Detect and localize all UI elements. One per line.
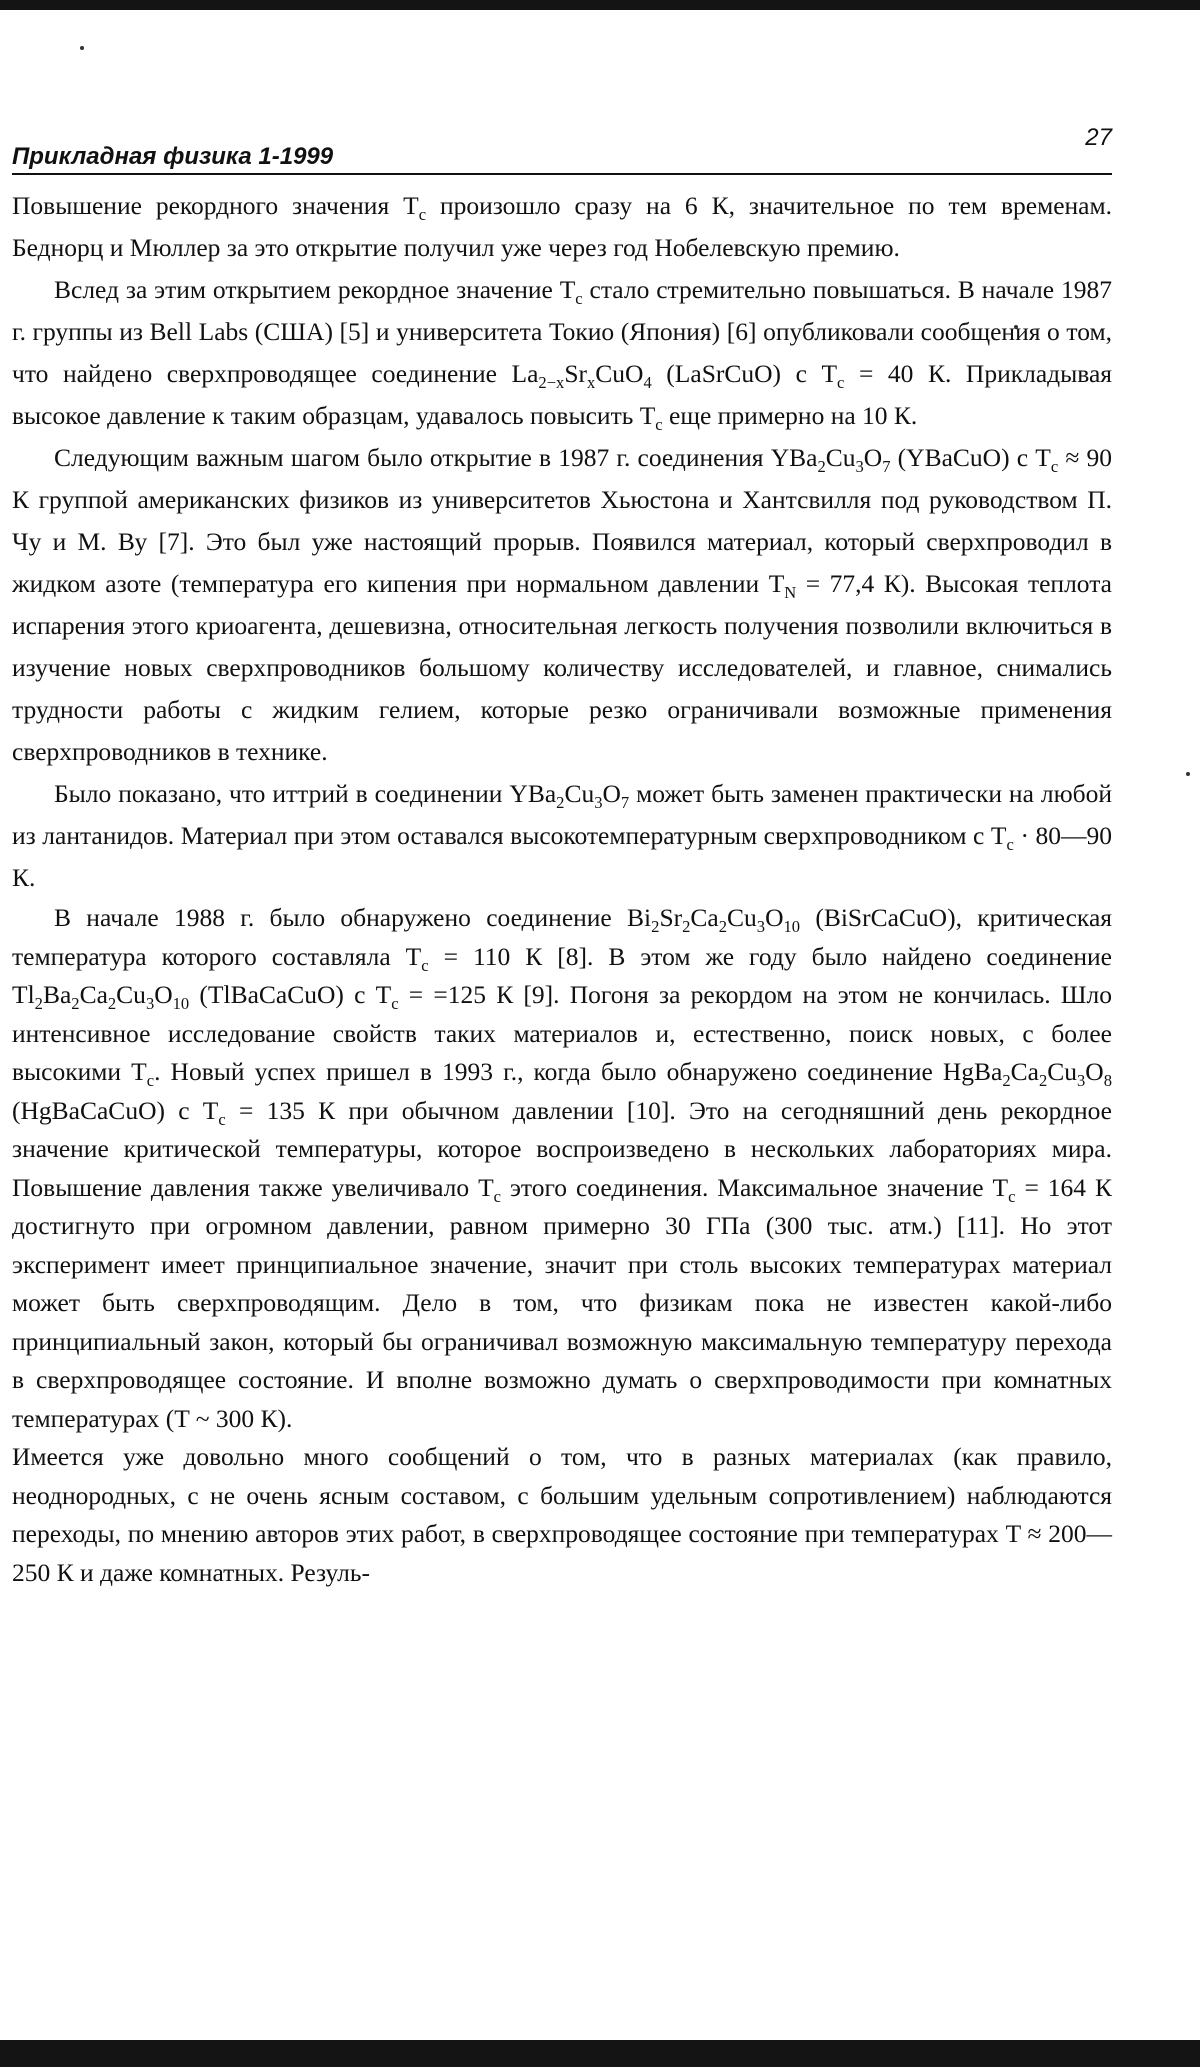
paragraph: Следующим важным шагом было открытие в 1987 г. соединения $YBa_2Cu_3O_7$ (YBaCuO) с $T_c \approx 90$ К группой американских физиков из университетов Хьюстона и Хантсвилля под руководством П. Чу и М. Ву [7]. Это был уже настоящий прорыв. Появился материал, который сверхпроводил в жидком азоте (температура его кипения при нормальном давлении $T_N = 77,4$ К). Высокая теплота испарения этого криоагента, дешевизна, относительная легкость получения позволили включиться в изучение новых сверхпроводников большому количеству исследователей, и главное, снимались трудности работы с жидким гелием, которые резко ограничивали возможные применения сверхпроводников в технике. xyxy=(12,443,1113,766)
scan-speck xyxy=(1186,772,1190,776)
paragraph: В начале 1988 г. было обнаружено соединение $Bi_2Sr_2Ca_2Cu_3O_{10}$ (BiSrCaCuO), критическая температура которого составляла $T_c = 110$ К [8]. В этом же году было найдено соединение $Tl_2Ba_2Ca_2Cu_3O_{10}$ (TlBaCaCuO) с $T_c = =125$ К [9]. Погоня за рекордом на этом не кончилась. Шло интенсивное исследование свойств таких материалов и, естественно, поиск новых, с более высокими $T_c$. Новый успех пришел в 1993 г., когда было обнаружено соединение $HgBa_2Ca_2Cu_3O_8$ (HgBaCaCuO) с $T_c = 135$ К при обычном давлении [10]. Это на сегодняшний день рекордное значение критической температуры, которое воспроизведено в нескольких лабораториях мира. Повышение давления также увеличивало $T_c$ этого соединения. Максимальное значение $T_c = 164$ К достигнуто при огромном давлении, равном примерно 30 ГПа (300 тыс. атм.) [11]. Но этот эксперимент имеет принципиальное значение, значит при столь высоких температурах материал может быть сверхпроводящим. Дело в том, что физикам пока не известен какой-либо принципиальный закон, который бы ограничивал возможную максимальную температуру перехода в сверхпроводящее состояние. И вполне возможно думать о сверхпроводимости при комнатных температурах (T ~ 300 К). xyxy=(12,903,1113,1433)
page-number: 27 xyxy=(1085,124,1112,151)
scan-border-top xyxy=(0,0,1200,10)
document-page xyxy=(12,124,1113,1592)
paragraph: Было показано, что иттрий в соединении $YBa_2Cu_3O_7$ может быть заменен практически на любой из лантанидов. Материал при этом оставался высокотемпературным сверхпроводником с $T_c$ · 80—90 К. xyxy=(12,779,1112,892)
paragraph: Повышение рекордного значения $T_c$ произошло сразу на 6 К, значительное по тем временам. Беднорц и Мюллер за это открытие получил уже через год Нобелевскую премию. xyxy=(12,191,1112,262)
scan-border-bottom xyxy=(0,2040,1200,2067)
journal-title: Прикладная физика 1-1999 xyxy=(12,143,334,170)
scan-speck xyxy=(80,46,84,50)
paragraph: Имеется уже довольно много сообщений о том, что в разных материалах (как правило, неоднородных, с не очень ясным составом, с большим удельным сопротивлением) наблюдаются переходы, по мнению авторов этих работ, в сверхпроводящее состояние при температурах T ≈ 200—250 К и даже комнатных. Резуль- xyxy=(12,1442,1112,1587)
paragraph: Вслед за этим открытием рекордное значение $T_c$ стало стремительно повышаться. В начале 1987 г. группы из Bell Labs (США) [5] и университета Токио (Япония) [6] опубликовали сообщения о том, что найдено сверхпроводящее соединение $La_{2-x}Sr_xCuO_4$ (LaSrCuO) с $T_c = 40$ К. Прикладывая высокое давление к таким образцам, удавалось повысить $T_c$ еще примерно на 10 К. xyxy=(12,275,1113,435)
running-header xyxy=(12,124,1112,175)
article-body xyxy=(12,185,1112,1592)
